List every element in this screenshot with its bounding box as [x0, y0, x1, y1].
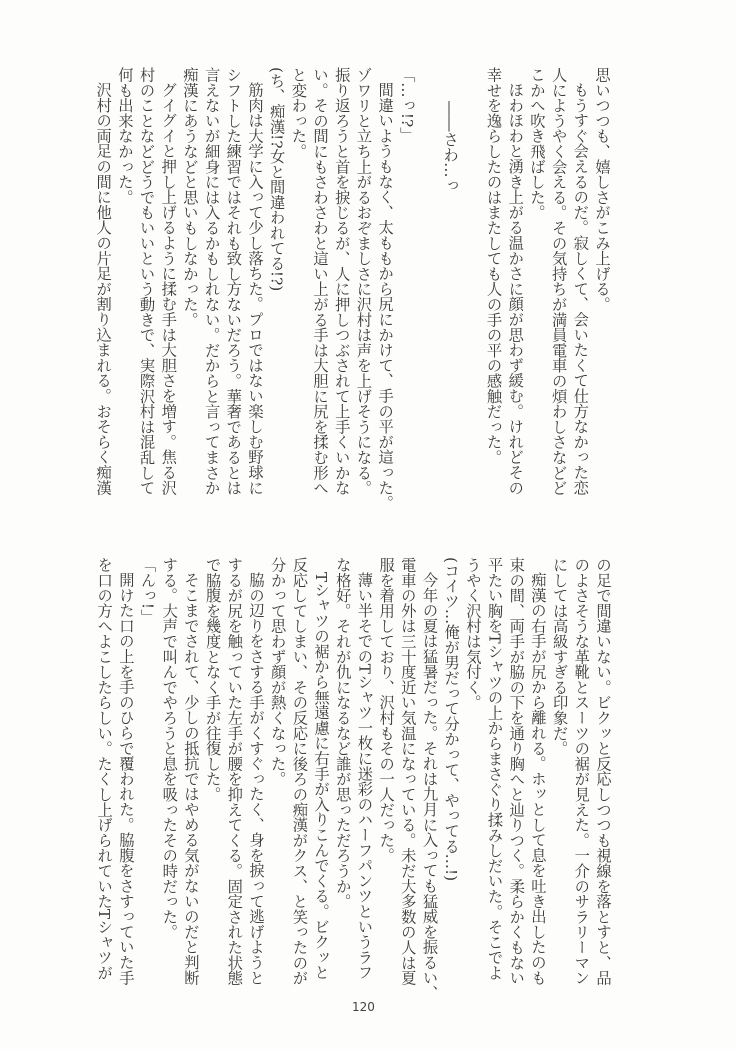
text-line: 思いつつも、嬉しさがこみ上げる。 — [593, 67, 611, 312]
text-block-top — [92, 67, 613, 511]
text-line: 束の間、両手が脇の下を通り胸へと辿りつく。柔らかくもない — [507, 557, 526, 986]
text-line: で脇腹を幾度となく手が往復した。 — [203, 557, 222, 802]
text-line: ほわほわと湧き上がる温かさに顔が思わず緩む。けれどその — [506, 82, 525, 496]
text-line: な格好。それが仇になるなど誰が思っただろうか。 — [333, 557, 352, 909]
text-line: 薄い半そでのTシャツ一枚に迷彩のハーフパンツというラフ — [355, 572, 374, 981]
text-line: 電車の外は三十度近い気温になっている。未だ大多数の人は夏 — [398, 557, 417, 986]
text-line: 間違いようもなく、太ももから尻にかけて、手の平が這った。 — [376, 82, 395, 511]
text-line: い。その間にもさわさわと這い上がる手は大胆に尻を揉む形へ — [311, 67, 330, 496]
text-line-thought: (ち、痴漢!?女と間違われてる!?) — [267, 67, 286, 292]
text-line: 幸せを逸らしたのはまたしても人の手の平の感触だった。 — [484, 67, 503, 465]
text-line: Tシャツの裾から無遠慮に右手が入りこんでくる。ビクッと — [312, 572, 331, 981]
text-line: 平たい胸をTシャツの上からまさぐり揉みしだいた。そこでよ — [485, 557, 504, 981]
text-line: もうすぐ会えるのだ。寂しくて、会いたくて仕方なかった恋 — [571, 82, 590, 496]
text-line: 振り返ろうと首を捩じるが、人に押しつぶされて上手くいかな — [332, 67, 351, 496]
text-line: を口の方へよこしたらしい。たくし上げられていたTシャツが — [95, 557, 114, 981]
text-line: こかへ吹き飛ばした。 — [527, 67, 546, 220]
text-line: 痴漢の右手が尻から離れる。ホッとして息を吐き出したのも — [528, 572, 547, 986]
page-number: 120 — [352, 1000, 375, 1014]
text-line: する。大声で叫んでやろうと息を吸ったその時だった。 — [160, 557, 179, 940]
text-line: 沢村の両足の間に他人の片足が割り込まれる。おそらく痴漢 — [94, 82, 113, 496]
text-line: 筋肉は大学に入って少し落ちた。プロではない楽しむ野球に — [246, 82, 264, 496]
text-line: するが尻を触っていた左手が腰を抑えてくる。固定された状態 — [225, 557, 244, 986]
text-block-bottom — [93, 557, 614, 1001]
text-line: 村のことなどどうでもいいという動きで、実際沢村は混乱して — [137, 67, 156, 496]
text-line: 分かって思わず顔が熱くなった。 — [268, 557, 287, 787]
text-line: にしては高級すぎる印象だ。 — [550, 557, 569, 756]
text-line: ゾワリと立ち上がるおぞましさに沢村は声を上げそうになる。 — [354, 67, 373, 496]
text-line: 服を着用しており、沢村もその一人だった。 — [377, 557, 396, 863]
blank-line — [460, 67, 482, 507]
text-line: そこまでされて、少しの抵抗ではやめる気がないのだと判断 — [181, 572, 200, 986]
text-line-dialogue: 「…っ!?」 — [397, 67, 416, 143]
text-line-thought: (コイツ…俺が男だって分かって、やってる…!) — [442, 557, 461, 882]
text-line: 脇の辺りをさする手がくすぐったく、身を捩って逃げようと — [247, 572, 265, 986]
text-line: と変わった。 — [289, 67, 308, 159]
text-line-sound-effect: ――さわ…っ — [441, 100, 460, 193]
text-line: 言えないが細身には入るかもしれない。だからと言ってまさか — [202, 67, 221, 496]
text-line: シフトした練習ではそれも致し方ないだろう。華奢であるとは — [224, 67, 243, 496]
text-line: 開けた口の上を手のひらで覆われた。脇腹をさすっていた手 — [116, 572, 135, 986]
text-line: 反応してしまい、その反応に後ろの痴漢がクス、と笑ったのが — [290, 557, 309, 986]
text-line-dialogue: 「んっ!」 — [138, 557, 157, 625]
text-line: 今年の夏は猛暑だった。それは九月に入っても猛威を振るい、 — [420, 572, 439, 1001]
text-line: うやく沢村は気付く。 — [463, 557, 482, 710]
text-line: のよさそうな革靴とスーツの裾が見えた。一介のサラリーマン — [572, 557, 591, 986]
text-line: の足で間違いない。ビクッと反応しつつも視線を落とすと、品 — [594, 557, 612, 986]
text-line: 痴漢にあうなどと思いもしなかった。 — [180, 67, 199, 328]
text-line: グイグイと押し上げるように揉む手は大胆さを増す。焦る沢 — [159, 82, 178, 496]
text-line: 何も出来なかった。 — [115, 67, 134, 205]
blank-line — [417, 67, 439, 507]
text-line: 人にようやく会える。その気持ちが満員電車の煩わしさなどど — [549, 67, 568, 496]
